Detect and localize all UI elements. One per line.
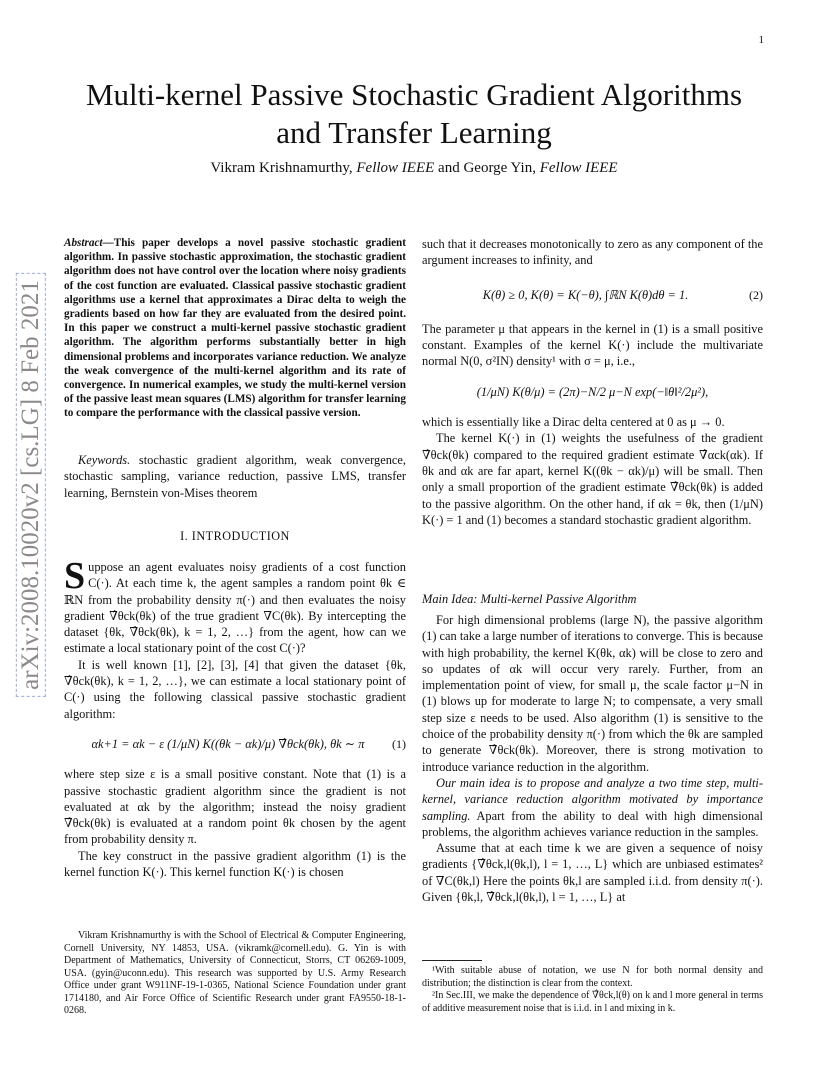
intro-paragraph-1 [64, 555, 406, 657]
title-line-2: and Transfer Learning [276, 115, 552, 150]
keywords-label: Keywords. [78, 453, 131, 467]
equation-1-number: (1) [392, 736, 406, 751]
paper-title [0, 76, 828, 152]
right-paragraph-3: which is essentially like a Dirac delta centered at 0 as μ → 0. [422, 415, 725, 430]
main-idea-emphasis: Our main idea is to propose and analyze a two time step, multi-kernel, variance reduction algorithm motivated by importance sampling. [422, 775, 763, 823]
right-column-bottom [422, 612, 763, 905]
right-paragraph-7: Assume that at each time k we are given a sequence of noisy gradients {∇̂θck,l(θk,l), l = 1, …, L} which are unbiased estimates² of ∇C(θk,l) Here the points θk,l are sampled i.i.d. from density π(·). Given {θk,l, ∇̂θck,l(θk,l), l = 1, …, L} at [422, 841, 763, 905]
abstract-label: Abstract [64, 237, 103, 249]
author-footnote-text: Vikram Krishnamurthy is with the School of Electrical & Computer Engineering, Cornell University, NY 14853, USA. (vikramk@cornell.edu). G. Yin is with Department of Mathematics, University of Connecticut, Storrs, CT 06269-1009, USA. (gyin@uconn.edu). This research was supported by U.S. Army Research Office under grant W911NF-19-1-0365, National Science Foundation under grant 1714180, and Air Force Office of Scientific Research under grant FA9550-18-1-0268. [64, 930, 406, 1016]
right-paragraph-1: such that it decreases monotonically to zero as any component of the argument increases to infinity, and [422, 237, 763, 268]
section-heading: I. INTRODUCTION [180, 529, 290, 543]
title-line-1: Multi-kernel Passive Stochastic Gradient Algorithms [85, 77, 743, 112]
right-paragraph-5: For high dimensional problems (large N), the passive algorithm (1) can take a large number of iterations to converge. This is because with high probability, the kernel K(θk, αk) will be close to zero and so updates of αk will occur very rarely. Further, from an implementation point of view, for small μ, the scale factor μ−N in (1) blows up for moderate to large N; to compensate, a very small step size ε needs to be used. Also algorithm (1) is sensitive to the choice of the probability density π(·) from which the θk are sampled to generate ∇̂θck(θk). Moreover, there is strong motivation to introduce variance reduction in the algorithm. [422, 613, 763, 774]
author-1: Vikram Krishnamurthy, [210, 160, 357, 176]
equation-1-body: αk+1 = αk − ε (1/μN) K((θk − αk)/μ) ∇̂θck(θk), θk ∼ π [91, 736, 365, 751]
author-1-role: Fellow IEEE [356, 160, 435, 176]
equation-2-body: K(θ) ≥ 0, K(θ) = K(−θ), ∫ℝN K(θ)dθ = 1. [482, 287, 689, 302]
keywords [64, 452, 406, 501]
right-paragraph-2: The parameter μ that appears in the kernel in (1) is a small positive constant. Examples of the kernel K(·) include the multivariate normal N(0, σ²IN) density¹ with σ = μ, i.e., [422, 321, 763, 369]
author-line [0, 160, 828, 177]
author-footnote [64, 930, 406, 1018]
equation-2 [422, 287, 763, 303]
drop-cap: S [64, 555, 86, 597]
intro-paragraph-4: The key construct in the passive gradient algorithm (1) is the kernel function K(·). This kernel function K(·) is chosen [64, 848, 406, 880]
right-column-top [422, 236, 763, 528]
abstract-text: —This paper develops a novel passive stochastic gradient algorithm. In passive stochastic approximation, the stochastic gradient algorithm does not have control over the location where noisy gradients of the cost function are evaluated. Classical passive stochastic gradient algorithms use a kernel that approximates a Dirac delta to weigh the gradients based on how far they are evaluated from the desired point. In this paper we construct a multi-kernel passive stochastic gradient algorithm. The algorithm performs substantially better in high dimensional problems and incorporates variance reduction. We analyze the weak convergence of the multi-kernel algorithm and its rate of convergence. In numerical examples, we study the multi-kernel version of the passive least mean squares (LMS) algorithm for transfer learning to compare the performance with the classical passive version. [64, 237, 406, 420]
intro-paragraph-2: It is well known [1], [2], [3], [4] that given the dataset {θk, ∇̂θck(θk), k = 1, 2, …}, we can estimate a local stationary point of C(·) using the following classical passive stochastic gradient algorithm: [64, 657, 406, 721]
right-paragraph-4: The kernel K(·) in (1) weights the usefulness of the gradient ∇̂θck(θk) compared to the required gradient estimate ∇̂αck(αk). If θk and αk are far apart, kernel K((θk − αk)/μ) will be small. Then only a small proportion of the gradient estimate ∇̂θck(θk) is added to the passive algorithm. On the other hand, if αk = θk, then (1/μN) K(·) = 1 and (1) becomes a standard stochastic gradient algorithm. [422, 431, 763, 527]
footnote-1: ¹With suitable abuse of notation, we use N for both normal density and distribution; the distinction is clear from the context. [422, 965, 763, 989]
intro-paragraph-1-text: uppose an agent evaluates noisy gradients of a cost function C(·). At each time k, the agent samples a random point θk ∈ ℝN from the probability density π(·) and then evaluates the noisy gradient ∇̂θck(θk) of the true gradient ∇C(θk). By intercepting the dataset {θk, ∇̂θck(θk), k = 1, 2, …} from the agent, how can we estimate a local stationary point of the cost C(·)? [64, 560, 406, 656]
intro-paragraph-3: where step size ε is a small positive constant. Note that (1) is a passive stochastic gradient algorithm since the gradient is not evaluated at αk by the algorithm; instead the noisy gradient ∇̂θck(θk) is evaluated at a random point θk chosen by the agent from probability density π. [64, 767, 406, 847]
footnotes [422, 960, 763, 1015]
introduction [64, 555, 406, 880]
right-paragraph-6-text: Apart from the ability to deal with high dimensional problems, the algorithm achieves variance reduction in the samples. [422, 808, 763, 839]
footnote-2: ²In Sec.III, we make the dependence of ∇̂θck,l(θ) on k and l more general in terms of additive measurement noise that is i.i.d. in l and mixing in k. [422, 990, 763, 1014]
author-2-role: Fellow IEEE [539, 160, 618, 176]
keywords-text: stochastic gradient algorithm, weak convergence, stochastic sampling, variance reduction, passive LMS, transfer learning, Bernstein von-Mises theorem [64, 453, 406, 500]
abstract [64, 236, 406, 421]
footnote-rule [422, 960, 482, 961]
subsection-heading: Main Idea: Multi-kernel Passive Algorithm [422, 592, 637, 606]
author-connector: and George Yin, [434, 160, 540, 176]
equation-1 [64, 736, 406, 752]
page-number: 1 [758, 34, 764, 46]
arxiv-stamp: arXiv:2008.10020v2 [cs.LG] 8 Feb 2021 [17, 274, 45, 696]
arxiv-sidebar [8, 262, 54, 707]
equation-3: (1/μN) K(θ/μ) = (2π)−N/2 μ−N exp(−‖θ‖²/2μ²), [476, 384, 709, 399]
equation-2-number: (2) [749, 287, 763, 302]
right-paragraph-6 [422, 775, 763, 840]
